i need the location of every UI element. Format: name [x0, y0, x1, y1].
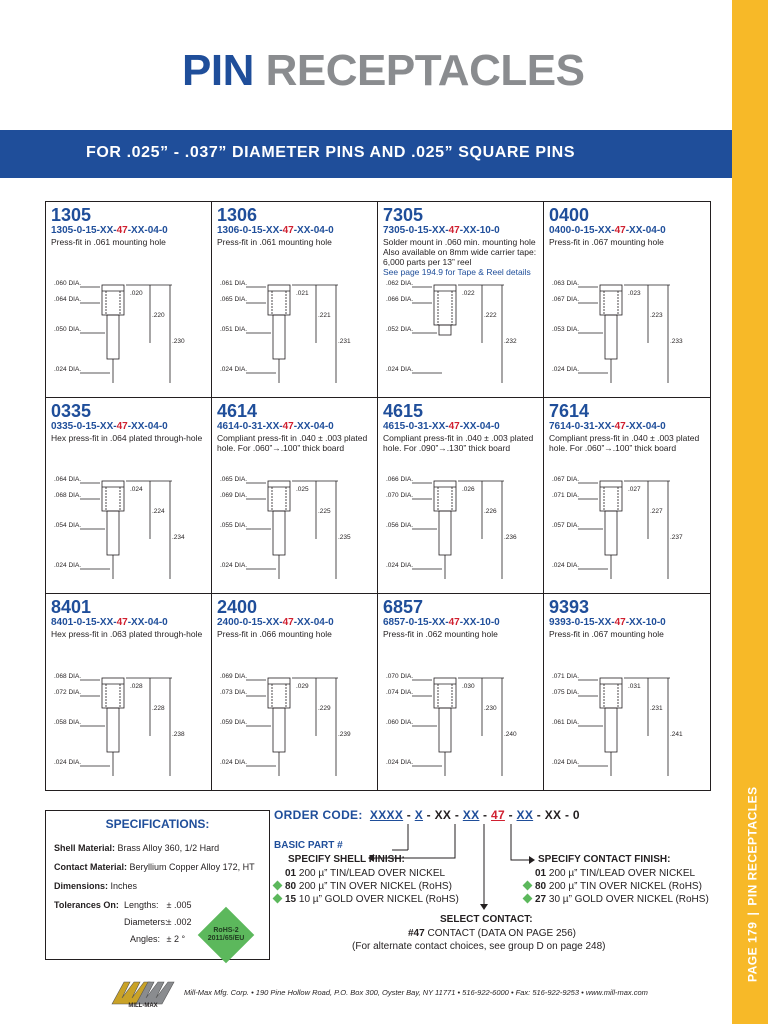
select-contact-note: (For alternate contact choices, see group D on page 248) — [352, 941, 606, 952]
svg-text:.060 DIA.: .060 DIA. — [386, 719, 414, 726]
finish-option: 01 200 µ” TIN/LEAD OVER NICKEL — [285, 868, 446, 879]
page-footer — [108, 978, 728, 1008]
order-code: 0335-0-15-XX-47-XX-04-0 — [51, 421, 168, 432]
product-cell — [544, 398, 710, 594]
select-contact-line: #47 CONTACT (DATA ON PAGE 256) — [408, 928, 577, 939]
part-drawing — [548, 666, 704, 786]
svg-text:.067 DIA.: .067 DIA. — [552, 296, 580, 303]
page-number: PAGE 179 — [746, 921, 760, 982]
part-number: 7614 — [549, 401, 590, 421]
part-number: 2400 — [217, 597, 258, 617]
svg-text:.059 DIA.: .059 DIA. — [220, 719, 248, 726]
part-number: 0335 — [51, 401, 92, 421]
part-description: Hex press-fit in .064 plated through-hole — [51, 433, 203, 443]
part-number: 6857 — [383, 597, 424, 617]
svg-text:.064 DIA.: .064 DIA. — [54, 296, 82, 303]
svg-text:.072 DIA.: .072 DIA. — [54, 689, 82, 696]
svg-text:.075 DIA.: .075 DIA. — [552, 689, 580, 696]
svg-text:.027: .027 — [628, 486, 641, 493]
order-code: 7614-0-31-XX-47-XX-04-0 — [549, 421, 666, 432]
svg-text:.238: .238 — [172, 731, 185, 738]
part-description: Press-fit in .061 mounting hole — [217, 237, 332, 247]
part-description: Hex press-fit in .063 plated through-hole — [51, 629, 203, 639]
svg-text:.073 DIA.: .073 DIA. — [220, 689, 248, 696]
svg-text:.024 DIA.: .024 DIA. — [220, 759, 248, 766]
part-drawing — [548, 273, 704, 393]
svg-text:.070 DIA.: .070 DIA. — [386, 492, 414, 499]
svg-text:.225: .225 — [318, 508, 331, 515]
svg-text:.058 DIA.: .058 DIA. — [54, 719, 82, 726]
part-number: 4615 — [383, 401, 424, 421]
part-drawing — [548, 469, 704, 589]
product-cell — [46, 202, 212, 398]
mill-max-logo — [108, 978, 178, 1008]
part-description: Press-fit in .067 mounting hole — [549, 237, 664, 247]
svg-text:.024 DIA.: .024 DIA. — [552, 759, 580, 766]
side-tab-text: PAGE 179|PIN RECEPTACLES — [746, 786, 760, 982]
svg-text:.060 DIA.: .060 DIA. — [54, 280, 82, 287]
svg-text:.024 DIA.: .024 DIA. — [220, 366, 248, 373]
order-code: 1306-0-15-XX-47-XX-04-0 — [217, 225, 334, 236]
finish-option: 80 200 µ” TIN OVER NICKEL (RoHS) — [524, 880, 702, 893]
order-code: 8401-0-15-XX-47-XX-04-0 — [51, 617, 168, 628]
svg-text:.056 DIA.: .056 DIA. — [386, 522, 414, 529]
svg-text:.240: .240 — [504, 731, 517, 738]
product-cell — [378, 398, 544, 594]
product-cell — [212, 398, 378, 594]
svg-text:.066 DIA.: .066 DIA. — [386, 476, 414, 483]
rohs-diamond-icon — [523, 881, 533, 891]
svg-text:.227: .227 — [650, 508, 663, 515]
svg-text:.065 DIA.: .065 DIA. — [220, 476, 248, 483]
part-description: Press-fit in .066 mounting hole — [217, 629, 332, 639]
svg-text:.053 DIA.: .053 DIA. — [552, 326, 580, 333]
rohs-diamond-icon — [273, 894, 283, 904]
svg-text:.024 DIA.: .024 DIA. — [552, 562, 580, 569]
svg-text:.024 DIA.: .024 DIA. — [54, 562, 82, 569]
part-number: 1305 — [51, 205, 92, 225]
part-drawing — [216, 273, 372, 393]
part-drawing — [50, 469, 206, 589]
order-code: 6857-0-15-XX-47-XX-10-0 — [383, 617, 500, 628]
svg-text:.024 DIA.: .024 DIA. — [220, 562, 248, 569]
part-number: 1306 — [217, 205, 258, 225]
svg-text:.024: .024 — [130, 486, 143, 493]
part-description: Compliant press-fit in .040 ± .003 plated hole. For .060”→.100” thick board — [549, 433, 700, 453]
part-number: 4614 — [217, 401, 258, 421]
order-code: 9393-0-15-XX-47-XX-10-0 — [549, 617, 666, 628]
specs-heading: SPECIFICATIONS: — [105, 817, 210, 831]
svg-text:.030: .030 — [462, 683, 475, 690]
svg-text:.221: .221 — [318, 312, 331, 319]
svg-text:.065 DIA.: .065 DIA. — [220, 296, 248, 303]
svg-text:.050 DIA.: .050 DIA. — [54, 326, 82, 333]
svg-text:.237: .237 — [670, 534, 683, 541]
svg-text:MILL-MAX: MILL-MAX — [128, 1003, 158, 1008]
section-banner — [0, 130, 732, 178]
part-drawing — [216, 666, 372, 786]
svg-text:.024 DIA.: .024 DIA. — [54, 366, 82, 373]
spec-contact: Contact Material: Beryllium Copper Alloy 172, HT — [54, 862, 255, 872]
tape-reel-link[interactable]: See page 194.9 for Tape & Reel details — [383, 267, 531, 277]
footer-address: Mill-Max Mfg. Corp. • 190 Pine Hollow Road, P.O. Box 300, Oyster Bay, NY 11771 • 516-922-6000 • Fax: 516-922-9253 • www.mill-max.com — [184, 988, 648, 997]
svg-text:.233: .233 — [670, 338, 683, 345]
finish-option: 01 200 µ” TIN/LEAD OVER NICKEL — [535, 868, 696, 879]
product-cell — [378, 594, 544, 790]
part-drawing — [216, 469, 372, 589]
product-cell — [378, 202, 544, 398]
finish-option: 15 10 µ” GOLD OVER NICKEL (RoHS) — [274, 893, 459, 906]
part-description: Compliant press-fit in .040 ± .003 plated hole. For .060”→.100” thick board — [217, 433, 368, 453]
svg-text:.024 DIA.: .024 DIA. — [386, 366, 414, 373]
svg-text:.229: .229 — [318, 705, 331, 712]
svg-text:.068 DIA.: .068 DIA. — [54, 492, 82, 499]
svg-text:.071 DIA.: .071 DIA. — [552, 673, 580, 680]
title-word-1: PIN — [182, 46, 254, 95]
part-description: Press-fit in .067 mounting hole — [549, 629, 664, 639]
part-number: 7305 — [383, 205, 424, 225]
svg-text:.054 DIA.: .054 DIA. — [54, 522, 82, 529]
banner-text: FOR .025” - .037” DIAMETER PINS AND .025” SQUARE PINS — [86, 144, 576, 161]
svg-text:.074 DIA.: .074 DIA. — [386, 689, 414, 696]
svg-text:.066 DIA.: .066 DIA. — [386, 296, 414, 303]
part-drawing — [50, 273, 206, 393]
product-cell — [544, 594, 710, 790]
svg-text:.052 DIA.: .052 DIA. — [386, 326, 414, 333]
product-grid — [45, 201, 711, 791]
svg-text:.029: .029 — [296, 683, 309, 690]
svg-text:.241: .241 — [670, 731, 683, 738]
svg-text:.220: .220 — [152, 312, 165, 319]
part-number: 0400 — [549, 205, 590, 225]
part-description: Solder mount in .060 min. mounting hole Also available on 8mm wide carrier tape: 6,000 parts per 13” reel — [383, 237, 537, 267]
order-code: 0400-0-15-XX-47-XX-04-0 — [549, 225, 666, 236]
svg-text:.230: .230 — [484, 705, 497, 712]
basic-part-label: BASIC PART # — [274, 840, 343, 851]
svg-text:.031: .031 — [628, 683, 641, 690]
page-title — [182, 46, 584, 96]
rohs-diamond-icon — [273, 881, 283, 891]
product-cell — [212, 594, 378, 790]
product-cell — [46, 594, 212, 790]
svg-text:.069 DIA.: .069 DIA. — [220, 673, 248, 680]
svg-text:.026: .026 — [462, 486, 475, 493]
svg-text:.022: .022 — [462, 290, 475, 297]
part-drawing — [382, 469, 538, 589]
order-code: 1305-0-15-XX-47-XX-04-0 — [51, 225, 168, 236]
rohs-diamond-icon — [523, 894, 533, 904]
order-code: 2400-0-15-XX-47-XX-04-0 — [217, 617, 334, 628]
part-number: 8401 — [51, 597, 92, 617]
svg-text:.070 DIA.: .070 DIA. — [386, 673, 414, 680]
svg-text:.230: .230 — [172, 338, 185, 345]
svg-text:.024 DIA.: .024 DIA. — [386, 759, 414, 766]
svg-text:.064 DIA.: .064 DIA. — [54, 476, 82, 483]
part-description: Press-fit in .062 mounting hole — [383, 629, 498, 639]
svg-text:.231: .231 — [338, 338, 351, 345]
order-code: 4615-0-31-XX-47-XX-04-0 — [383, 421, 500, 432]
part-drawing — [382, 666, 538, 786]
svg-text:.024 DIA.: .024 DIA. — [386, 562, 414, 569]
svg-text:.069 DIA.: .069 DIA. — [220, 492, 248, 499]
select-contact-heading: SELECT CONTACT: — [440, 914, 533, 925]
order-code-line: ORDER CODE: XXXX - X - XX - XX - 47 - XX - XX - 0 — [274, 808, 580, 822]
svg-text:.055 DIA.: .055 DIA. — [220, 522, 248, 529]
part-description: Press-fit in .061 mounting hole — [51, 237, 166, 247]
product-cell — [544, 202, 710, 398]
svg-text:.071 DIA.: .071 DIA. — [552, 492, 580, 499]
svg-text:.062 DIA.: .062 DIA. — [386, 280, 414, 287]
svg-text:.061 DIA.: .061 DIA. — [552, 719, 580, 726]
svg-text:.051 DIA.: .051 DIA. — [220, 326, 248, 333]
svg-text:.235: .235 — [338, 534, 351, 541]
svg-text:.234: .234 — [172, 534, 185, 541]
svg-text:.224: .224 — [152, 508, 165, 515]
title-word-2: RECEPTACLES — [265, 46, 585, 95]
finish-option: 80 200 µ” TIN OVER NICKEL (RoHS) — [274, 880, 452, 893]
svg-text:.061 DIA.: .061 DIA. — [220, 280, 248, 287]
part-drawing — [382, 273, 538, 393]
svg-text:.057 DIA.: .057 DIA. — [552, 522, 580, 529]
svg-text:.028: .028 — [130, 683, 143, 690]
finish-option: 27 30 µ” GOLD OVER NICKEL (RoHS) — [524, 893, 709, 906]
svg-text:.021: .021 — [296, 290, 309, 297]
product-cell — [212, 202, 378, 398]
svg-text:.239: .239 — [338, 731, 351, 738]
section-name: PIN RECEPTACLES — [746, 786, 760, 906]
part-drawing — [50, 666, 206, 786]
svg-text:.223: .223 — [650, 312, 663, 319]
spec-dimensions: Dimensions: Inches — [54, 881, 138, 891]
svg-text:.024 DIA.: .024 DIA. — [552, 366, 580, 373]
svg-text:.067 DIA.: .067 DIA. — [552, 476, 580, 483]
spec-tolerances: Tolerances On: Lengths: ± .005 Diameters: ± .002 Angles: ± 2 ° — [54, 900, 192, 944]
svg-text:.024 DIA.: .024 DIA. — [54, 759, 82, 766]
svg-text:.020: .020 — [130, 290, 143, 297]
product-cell — [46, 398, 212, 594]
shell-finish-heading: SPECIFY SHELL FINISH: — [288, 854, 405, 865]
rohs-badge-text: RoHS-2 2011/65/EU — [207, 927, 245, 942]
svg-text:.226: .226 — [484, 508, 497, 515]
order-code: 7305-0-15-XX-47-XX-10-0 — [383, 225, 500, 236]
spec-shell: Shell Material: Brass Alloy 360, 1/2 Hard — [54, 843, 220, 853]
svg-text:.228: .228 — [152, 705, 165, 712]
svg-text:.063 DIA.: .063 DIA. — [552, 280, 580, 287]
contact-finish-heading: SPECIFY CONTACT FINISH: — [538, 854, 671, 865]
order-code-panel — [274, 808, 709, 958]
svg-text:.025: .025 — [296, 486, 309, 493]
svg-text:.231: .231 — [650, 705, 663, 712]
part-description: Compliant press-fit in .040 ± .003 plated hole. For .090”→.130” thick board — [383, 433, 534, 453]
svg-text:.023: .023 — [628, 290, 641, 297]
svg-text:.236: .236 — [504, 534, 517, 541]
part-number: 9393 — [549, 597, 590, 617]
svg-text:.232: .232 — [504, 338, 517, 345]
svg-text:.068 DIA.: .068 DIA. — [54, 673, 82, 680]
page-side-bar — [732, 0, 768, 1024]
order-code: 4614-0-31-XX-47-XX-04-0 — [217, 421, 334, 432]
specifications-box — [45, 810, 270, 960]
svg-text:.222: .222 — [484, 312, 497, 319]
